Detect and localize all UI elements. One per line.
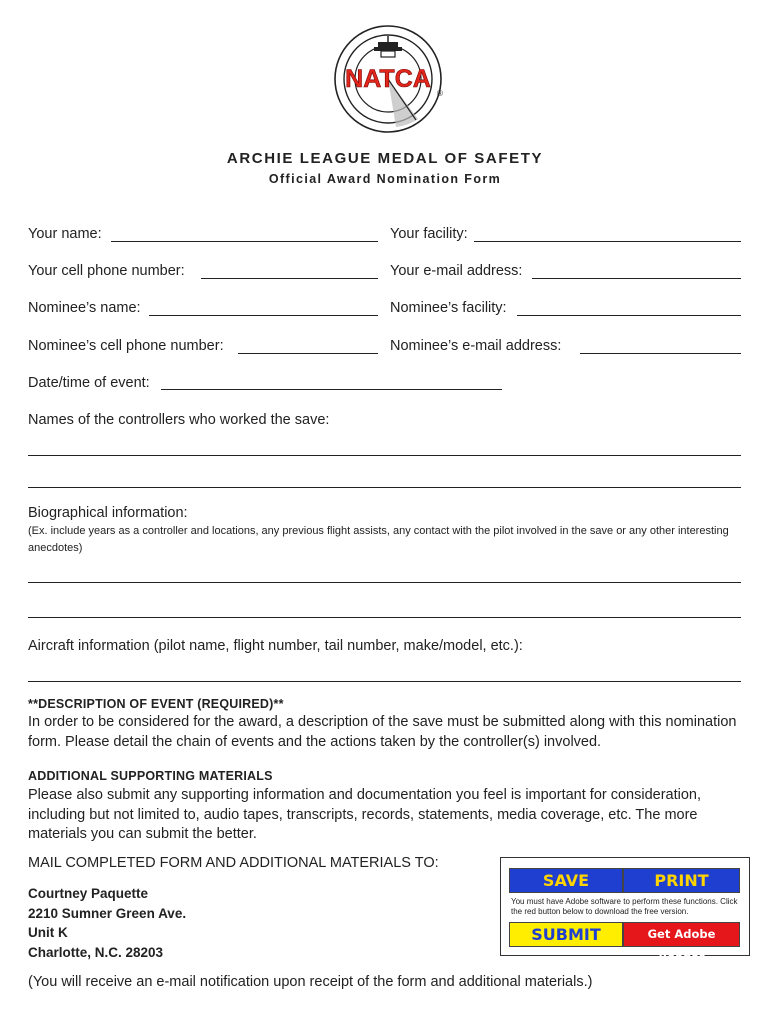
nominee-facility-field[interactable] (517, 315, 741, 316)
nominee-cell-field[interactable] (238, 353, 378, 354)
date-time-label: Date/time of event: (28, 375, 150, 391)
nominee-cell-label: Nominee’s cell phone number: (28, 338, 224, 354)
bio-label: Biographical information: (28, 505, 188, 521)
aircraft-label: Aircraft information (pilot name, flight number, tail number, make/model, etc.): (28, 638, 523, 654)
action-panel (500, 857, 750, 964)
save-button[interactable]: SAVE (509, 868, 623, 893)
your-facility-field[interactable] (474, 241, 741, 242)
description-text: In order to be considered for the award, a description of the save must be submitted along with this nomination form. Please detail the chain of events and the actions taken by the controller(s) involved. (28, 714, 737, 750)
your-email-field[interactable] (532, 278, 741, 279)
description-heading: **DESCRIPTION OF EVENT (REQUIRED)** (28, 697, 284, 711)
submit-button[interactable]: SUBMIT (509, 922, 623, 947)
bio-hint: (Ex. include years as a controller and locations, any previous flight assists, any contact with the pilot involved in the save or any other interesting anecdotes) (28, 525, 729, 554)
mail-city: Charlotte, N.C. 28203 (28, 944, 164, 960)
your-cell-field[interactable] (201, 278, 378, 279)
natca-logo (330, 24, 450, 134)
controllers-line-1[interactable] (28, 455, 741, 456)
notification-note: (You will receive an e-mail notification upon receipt of the form and additional materials.) (28, 974, 593, 990)
nominee-facility-label: Nominee’s facility: (390, 300, 507, 316)
controllers-line-2[interactable] (28, 487, 741, 488)
controllers-label: Names of the controllers who worked the save: (28, 412, 330, 428)
nominee-email-field[interactable] (580, 353, 741, 354)
nominee-name-label: Nominee’s name: (28, 300, 141, 316)
mail-unit: Unit K (28, 925, 68, 940)
form-title: ARCHIE LEAGUE MEDAL OF SAFETY (226, 150, 544, 167)
print-button[interactable]: PRINT (623, 868, 740, 893)
form-subtitle: Official Award Nomination Form (268, 172, 502, 186)
your-facility-label: Your facility: (390, 226, 468, 242)
nominee-email-label: Nominee’s e-mail address: (390, 338, 562, 354)
adobe-note: You must have Adobe software to perform these functions. Click the red button below to download the free version. (511, 897, 738, 916)
mail-street: 2210 Sumner Green Ave. (28, 905, 187, 921)
logo-wordmark: NATCA (345, 65, 431, 93)
supporting-text: Please also submit any supporting information and documentation you feel is important for consideration, including but not limited to, audio tapes, transcripts, records, statements, media coverage, etc. The more materials you can submit the better. (28, 787, 702, 842)
mail-name: Courtney Paquette (28, 886, 149, 901)
registered-mark: ® (437, 89, 443, 98)
aircraft-line[interactable] (28, 681, 741, 682)
your-email-label: Your e-mail address: (390, 263, 523, 279)
bio-line-1[interactable] (28, 582, 741, 583)
get-adobe-reader-button[interactable]: Get Adobe Reader (623, 922, 740, 947)
nominee-name-field[interactable] (149, 315, 378, 316)
mail-heading: MAIL COMPLETED FORM AND ADDITIONAL MATERIALS TO: (28, 855, 439, 871)
your-name-field[interactable] (111, 241, 378, 242)
your-cell-label: Your cell phone number: (28, 263, 185, 279)
your-name-label: Your name: (28, 226, 102, 242)
mail-address (28, 884, 186, 962)
bio-line-2[interactable] (28, 617, 741, 618)
supporting-heading: ADDITIONAL SUPPORTING MATERIALS (28, 769, 273, 783)
date-time-field[interactable] (161, 389, 502, 390)
